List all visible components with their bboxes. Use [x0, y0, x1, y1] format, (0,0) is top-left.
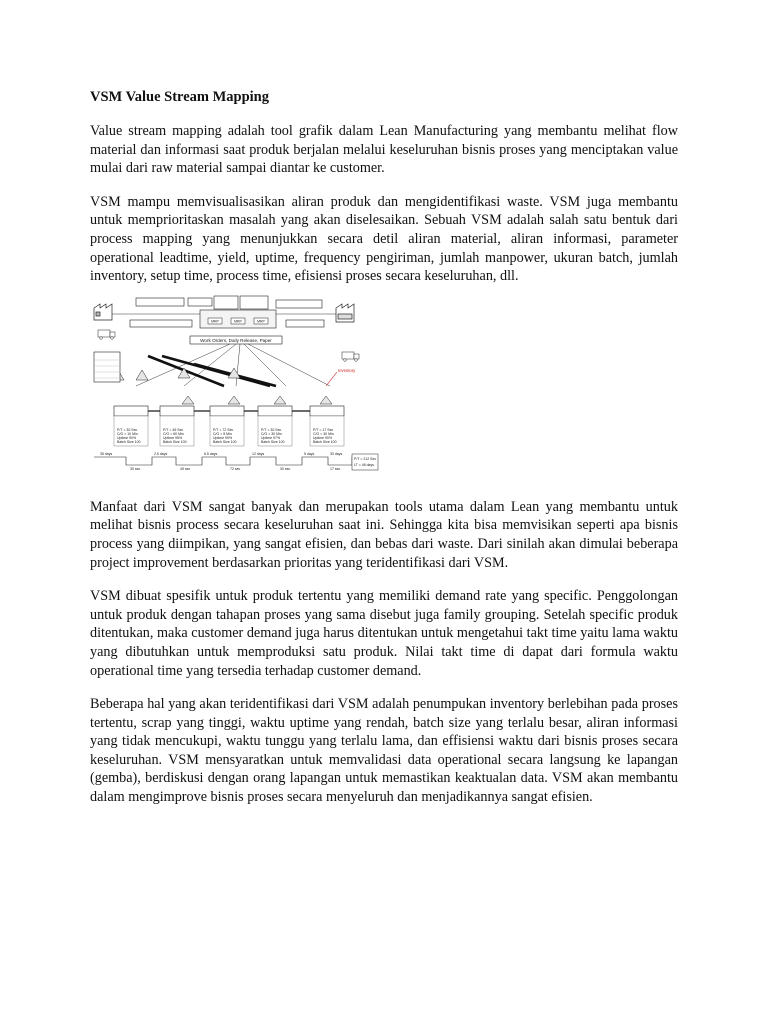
- paragraph-2: VSM mampu memvisualisasikan aliran produk dan mengidentifikasi waste. VSM juga membantu untuk memprioritaskan masalah yang akan diselesaikan. Sebuah VSM adalah salah satu bentuk dari process mapping yang menunjukkan secara detil aliran material, aliran informasi, parameter operational leadtime, yield, uptime, frequency pengiriman, jumlah manpower, ukuran batch, jumlah inventory, setup time, process time, efisiensi proses secara keseluruhan, dll.: [90, 193, 678, 285]
- process-2-batch: Batch Size 100: [163, 439, 187, 444]
- timeline-sec-2: 45 sec: [180, 466, 191, 471]
- timeline-days-6: 30 days: [330, 451, 343, 456]
- mrp-label-1: MRP: [211, 319, 219, 324]
- work-orders-label: Work Orders, Daily Release, Paper: [200, 337, 272, 343]
- customer-factory-icon: [336, 304, 354, 322]
- vsm-diagram-figure: [90, 294, 384, 476]
- process-4-batch: Batch Size 100: [261, 439, 285, 444]
- vsm-diagram: [90, 294, 384, 476]
- timeline-days-1: 35 days: [100, 451, 113, 456]
- timeline-sec-5: 17 sec: [330, 466, 341, 471]
- process-3-co: C/O = 5 Min: [213, 431, 232, 436]
- timeline-sec-1: 30 sec: [130, 466, 141, 471]
- paragraph-5: Beberapa hal yang akan teridentifikasi dari VSM adalah penumpukan inventory berlebihan pada proses tertentu, scrap yang tinggi, waktu uptime yang rendah, batch size yang terlalu besar, aliran informasi yang tidak mencukupi, waktu tunggu yang terlalu lama, dan effisiensi waktu dari bisnis proses secara keseluruhan. VSM mensyaratkan untuk memvalidasi data operational secara langsung ke lapangan (gemba), berdiskusi dengan orang lapangan untuk memastikan keaktualan data. VSM akan membantu dalam mengimprove bisnis proses secara menyeluruh dan menjadikannya sangat efisien.: [90, 696, 678, 806]
- process-5-pt: P/T = 17 Sec: [313, 427, 334, 432]
- supplier-factory-icon: [94, 304, 112, 320]
- process-1-pt: P/T = 30 Sec: [117, 427, 138, 432]
- mrp-label-3: MRP: [257, 319, 265, 324]
- process-1-co: C/O = 10 Min: [117, 431, 138, 436]
- inventory-label: Inventory: [338, 367, 356, 373]
- process-4-co: C/O = 30 Min: [261, 431, 282, 436]
- document-page: [90, 88, 678, 822]
- timeline-days-3: 6.5 days: [204, 451, 218, 456]
- paragraph-4: VSM dibuat spesifik untuk produk tertentu yang memiliki demand rate yang specific. Penggolongan untuk produk dengan tahapan proses yang sama disebut juga family grouping. Setelah specific produk ditentukan, maka customer demand juga harus ditentukan untuk mengetahui takt time yaitu lama waktu yang dibutuhkan untuk memproduksi satu produk. Nilai takt time di dapat dari formula waktu operational time yang tersedia terhadap customer demand.: [90, 588, 678, 679]
- timeline-days-5: 5 days: [304, 451, 315, 456]
- process-2-co: C/O = 60 Min: [163, 431, 184, 436]
- timeline-sec-3: 72 sec: [230, 466, 241, 471]
- process-5-batch: Batch Size 100: [313, 439, 337, 444]
- process-2-uptime: Uptime 95%: [163, 435, 183, 440]
- total-lead-time: LT = 46 days: [354, 462, 375, 467]
- process-3-uptime: Uptime 99%: [213, 435, 233, 440]
- process-3-batch: Batch Size 100: [213, 439, 237, 444]
- document-title: VSM Value Stream Mapping: [90, 89, 269, 105]
- process-3-pt: P/T = 72 Sec: [213, 427, 234, 432]
- total-process-time: P/T = 212 Sec: [354, 456, 377, 461]
- process-4-pt: P/T = 30 Sec: [261, 427, 282, 432]
- process-5-uptime: Uptime 90%: [313, 435, 333, 440]
- paragraph-1: Value stream mapping adalah tool grafik dalam Lean Manufacturing yang membantu melihat flow material dan informasi saat produk berjalan melalui keseluruhan bisnis proses yang menciptakan value mulai dari raw material sampai diantar ke customer.: [90, 123, 678, 177]
- process-4-uptime: Uptime 97%: [261, 435, 281, 440]
- process-2-pt: P/T = 45 Sec: [163, 427, 184, 432]
- timeline-days-4: 12 days: [252, 451, 265, 456]
- paragraph-3: Manfaat dari VSM sangat banyak dan merupakan tools utama dalam Lean yang membantu untuk melihat bisnis process secara keseluruhan saat ini. Sehingga kita bisa memvisikan seperti apa bisnis process yang diimpikan, yang sangat efisien, dan bebas dari waste. Dari sinilah akan dimulai beberapa project improvement berdasarkan prioritas yang teridentifikasi dari VSM.: [90, 498, 678, 571]
- process-1-batch: Batch Size 100: [117, 439, 141, 444]
- mrp-label-2: MRP: [234, 319, 242, 324]
- process-1-uptime: Uptime 90%: [117, 435, 137, 440]
- process-5-co: C/O = 30 Min: [313, 431, 334, 436]
- timeline-sec-4: 30 sec: [280, 466, 291, 471]
- timeline-days-2: 2.5 days: [154, 451, 168, 456]
